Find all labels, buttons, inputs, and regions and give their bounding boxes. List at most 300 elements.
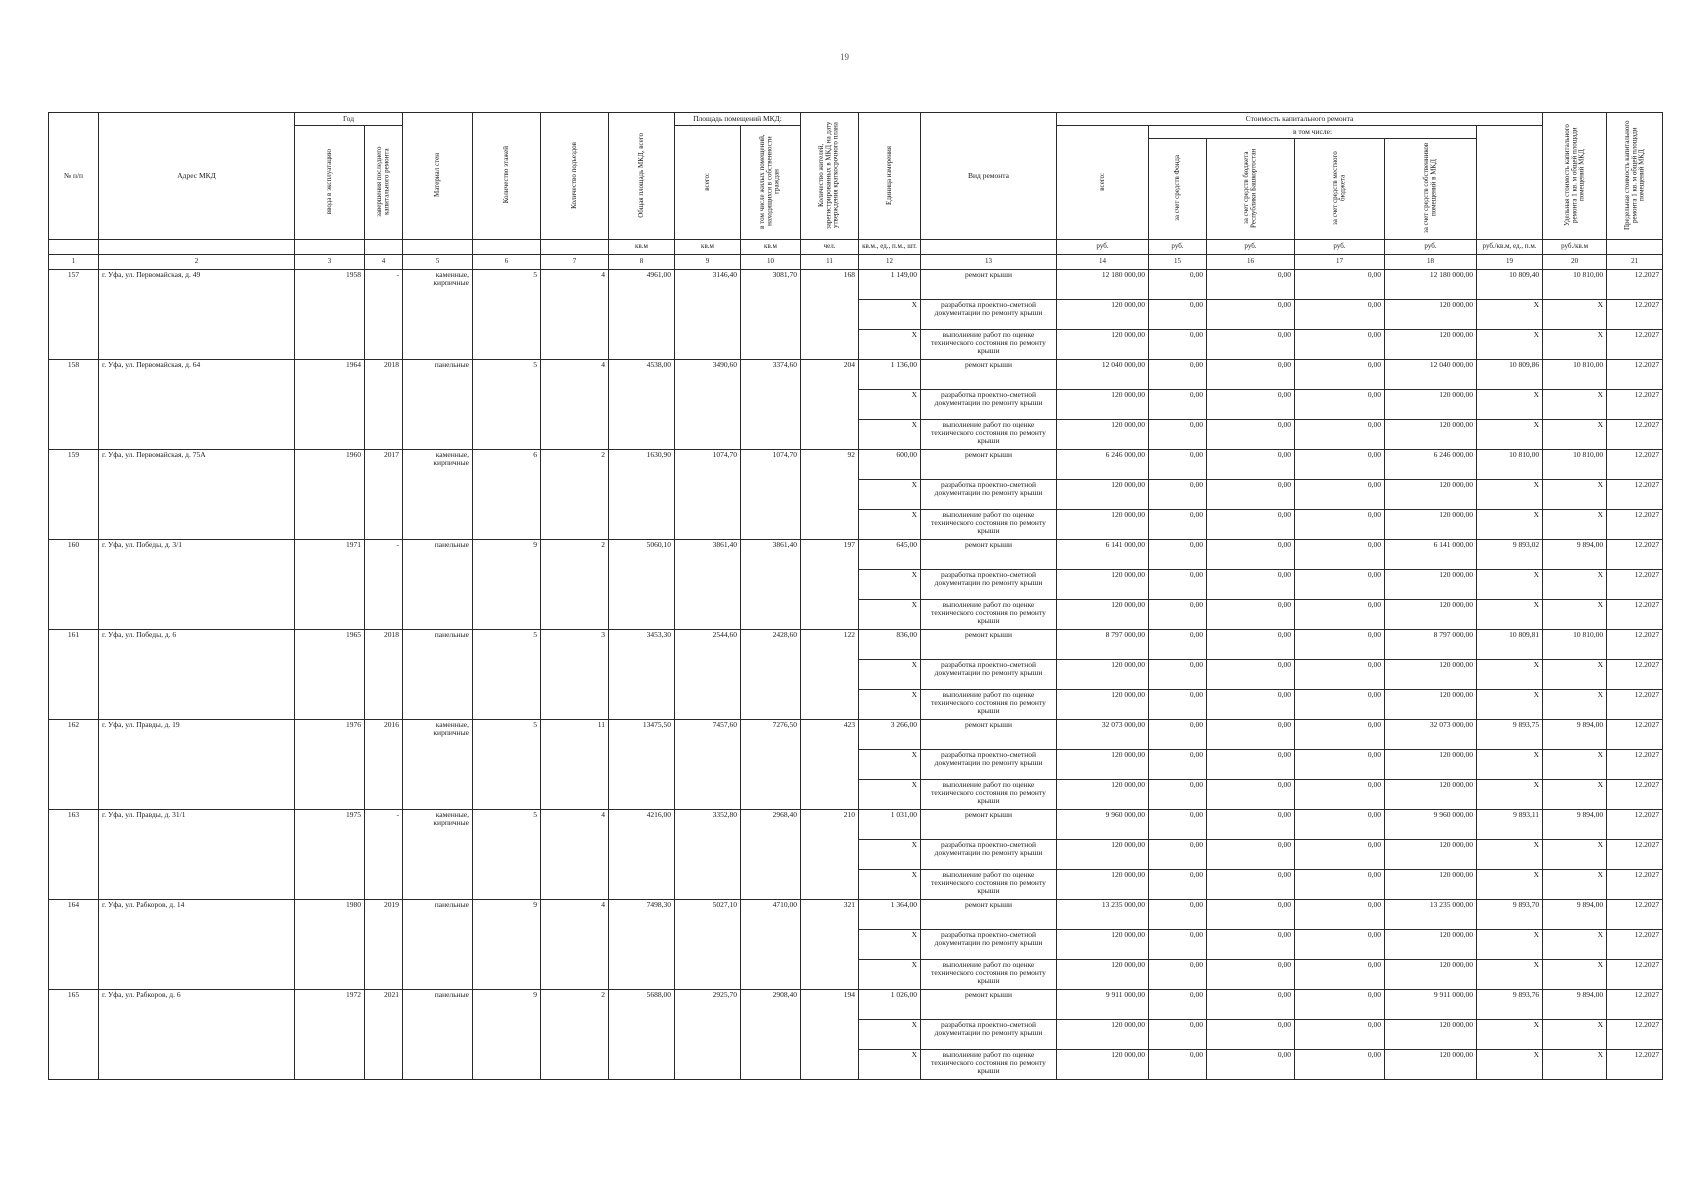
- work-unit-cost: X: [1477, 929, 1543, 959]
- work-cost-fund: 0,00: [1149, 389, 1207, 419]
- row-wall-material: панельные: [403, 899, 473, 989]
- table-row: [49, 719, 1663, 749]
- column-number: 3: [295, 254, 365, 269]
- row-area-residential: 3374,60: [741, 359, 801, 449]
- work-cost-fund: 0,00: [1149, 599, 1207, 629]
- work-cost-republic: 0,00: [1207, 989, 1295, 1019]
- work-cost-fund: 0,00: [1149, 1049, 1207, 1079]
- work-cost-local: 0,00: [1295, 959, 1385, 989]
- hdr-residents: Количество жителей, зарегистрированных в МКД на дату утверждения краткосрочного плана: [801, 113, 859, 240]
- row-floors: 5: [473, 719, 541, 809]
- row-year-commission: 1971: [295, 539, 365, 629]
- work-cost-fund: 0,00: [1149, 1019, 1207, 1049]
- row-entrances: 2: [541, 449, 609, 539]
- column-number: 13: [921, 254, 1057, 269]
- work-type: выполнение работ по оценке технического состояния по ремонту крыши: [921, 689, 1057, 719]
- work-cost-local: 0,00: [1295, 359, 1385, 389]
- work-cost-fund: 0,00: [1149, 959, 1207, 989]
- work-limit-cost: X: [1543, 419, 1607, 449]
- unit-limit-cost: руб./кв.м: [1543, 239, 1607, 254]
- table-row: [49, 449, 1663, 479]
- work-unit: 3 266,00: [859, 719, 921, 749]
- hdr-area-residential: в том числе жилых помещений, находящихся в собственности граждан: [741, 126, 801, 240]
- row-year-commission: 1975: [295, 809, 365, 899]
- work-cost-total: 120 000,00: [1057, 659, 1149, 689]
- work-type: ремонт крыши: [921, 269, 1057, 299]
- row-total-area: 13475,50: [609, 719, 675, 809]
- work-type: ремонт крыши: [921, 539, 1057, 569]
- row-year-last-repair: 2017: [365, 449, 403, 539]
- work-unit: X: [859, 479, 921, 509]
- work-limit-cost: X: [1543, 509, 1607, 539]
- row-wall-material: панельные: [403, 989, 473, 1079]
- row-no: 160: [49, 539, 99, 629]
- row-entrances: 4: [541, 899, 609, 989]
- work-plan-date: 12.2027: [1607, 479, 1663, 509]
- work-cost-total: 120 000,00: [1057, 569, 1149, 599]
- work-limit-cost: X: [1543, 659, 1607, 689]
- work-cost-local: 0,00: [1295, 899, 1385, 929]
- work-cost-local: 0,00: [1295, 629, 1385, 659]
- work-cost-total: 120 000,00: [1057, 749, 1149, 779]
- work-unit-cost: X: [1477, 779, 1543, 809]
- column-number: 10: [741, 254, 801, 269]
- row-year-commission: 1964: [295, 359, 365, 449]
- unit-unit: кв.м., ед., п.м., шт.: [859, 239, 921, 254]
- row-area-all: 5027,10: [675, 899, 741, 989]
- row-address: г. Уфа, ул. Правды, д. 31/1: [99, 809, 295, 899]
- unit-residents: чел.: [801, 239, 859, 254]
- work-cost-owners: 120 000,00: [1385, 959, 1477, 989]
- column-number: 21: [1607, 254, 1663, 269]
- work-cost-republic: 0,00: [1207, 659, 1295, 689]
- work-cost-republic: 0,00: [1207, 359, 1295, 389]
- column-number: 5: [403, 254, 473, 269]
- row-entrances: 2: [541, 989, 609, 1079]
- work-plan-date: 12.2027: [1607, 329, 1663, 359]
- row-total-area: 4538,00: [609, 359, 675, 449]
- work-cost-fund: 0,00: [1149, 539, 1207, 569]
- row-address: г. Уфа, ул. Правды, д. 19: [99, 719, 295, 809]
- work-cost-total: 120 000,00: [1057, 959, 1149, 989]
- work-cost-total: 120 000,00: [1057, 1049, 1149, 1079]
- hdr-repair-type: Вид ремонта: [921, 113, 1057, 240]
- work-cost-republic: 0,00: [1207, 809, 1295, 839]
- work-unit: X: [859, 779, 921, 809]
- work-plan-date: 12.2027: [1607, 539, 1663, 569]
- work-cost-local: 0,00: [1295, 839, 1385, 869]
- row-area-residential: 3861,40: [741, 539, 801, 629]
- row-residents: 204: [801, 359, 859, 449]
- work-cost-republic: 0,00: [1207, 929, 1295, 959]
- work-unit-cost: 10 809,86: [1477, 359, 1543, 389]
- work-cost-republic: 0,00: [1207, 539, 1295, 569]
- work-cost-local: 0,00: [1295, 599, 1385, 629]
- table-row: [49, 269, 1663, 299]
- work-unit: 1 364,00: [859, 899, 921, 929]
- work-cost-total: 120 000,00: [1057, 599, 1149, 629]
- row-wall-material: каменные, кирпичные: [403, 719, 473, 809]
- work-plan-date: 12.2027: [1607, 359, 1663, 389]
- work-cost-local: 0,00: [1295, 479, 1385, 509]
- work-unit: X: [859, 839, 921, 869]
- work-type: ремонт крыши: [921, 719, 1057, 749]
- hdr-premises-area: Площадь помещений МКД:: [675, 113, 801, 126]
- work-limit-cost: X: [1543, 929, 1607, 959]
- work-cost-total: 120 000,00: [1057, 839, 1149, 869]
- work-limit-cost: 10 810,00: [1543, 449, 1607, 479]
- work-limit-cost: X: [1543, 599, 1607, 629]
- column-number: 17: [1295, 254, 1385, 269]
- work-cost-fund: 0,00: [1149, 689, 1207, 719]
- column-number: 2: [99, 254, 295, 269]
- work-plan-date: 12.2027: [1607, 1049, 1663, 1079]
- work-cost-republic: 0,00: [1207, 959, 1295, 989]
- work-limit-cost: X: [1543, 959, 1607, 989]
- column-number: 7: [541, 254, 609, 269]
- work-type: выполнение работ по оценке технического состояния по ремонту крыши: [921, 509, 1057, 539]
- row-area-residential: 3081,70: [741, 269, 801, 359]
- work-cost-fund: 0,00: [1149, 329, 1207, 359]
- work-limit-cost: X: [1543, 869, 1607, 899]
- work-plan-date: 12.2027: [1607, 419, 1663, 449]
- work-cost-total: 6 246 000,00: [1057, 449, 1149, 479]
- work-cost-fund: 0,00: [1149, 749, 1207, 779]
- work-cost-owners: 9 911 000,00: [1385, 989, 1477, 1019]
- row-total-area: 1630,90: [609, 449, 675, 539]
- work-cost-local: 0,00: [1295, 719, 1385, 749]
- work-cost-total: 8 797 000,00: [1057, 629, 1149, 659]
- work-unit-cost: X: [1477, 749, 1543, 779]
- work-cost-owners: 120 000,00: [1385, 659, 1477, 689]
- work-unit-cost: 9 893,70: [1477, 899, 1543, 929]
- row-year-last-repair: -: [365, 269, 403, 359]
- work-cost-total: 120 000,00: [1057, 1019, 1149, 1049]
- column-number: 18: [1385, 254, 1477, 269]
- row-area-all: 3352,80: [675, 809, 741, 899]
- work-cost-fund: 0,00: [1149, 449, 1207, 479]
- work-cost-republic: 0,00: [1207, 449, 1295, 479]
- row-address: г. Уфа, ул. Рабкоров, д. 6: [99, 989, 295, 1079]
- work-plan-date: 12.2027: [1607, 569, 1663, 599]
- work-type: разработка проектно-сметной документации по ремонту крыши: [921, 839, 1057, 869]
- work-cost-fund: 0,00: [1149, 629, 1207, 659]
- work-cost-republic: 0,00: [1207, 269, 1295, 299]
- work-limit-cost: 9 894,00: [1543, 539, 1607, 569]
- hdr-no: № п/п: [49, 113, 99, 240]
- row-area-all: 2925,70: [675, 989, 741, 1079]
- row-year-commission: 1980: [295, 899, 365, 989]
- work-unit: X: [859, 509, 921, 539]
- row-year-last-repair: -: [365, 539, 403, 629]
- work-cost-owners: 6 246 000,00: [1385, 449, 1477, 479]
- work-cost-fund: 0,00: [1149, 989, 1207, 1019]
- work-limit-cost: X: [1543, 1019, 1607, 1049]
- work-cost-total: 120 000,00: [1057, 869, 1149, 899]
- hdr-total-area: Общая площадь МКД, всего: [609, 113, 675, 240]
- work-unit-cost: X: [1477, 569, 1543, 599]
- work-cost-owners: 120 000,00: [1385, 1019, 1477, 1049]
- work-limit-cost: X: [1543, 329, 1607, 359]
- row-floors: 5: [473, 269, 541, 359]
- work-unit-cost: X: [1477, 869, 1543, 899]
- row-year-commission: 1972: [295, 989, 365, 1079]
- row-year-last-repair: 2019: [365, 899, 403, 989]
- work-cost-owners: 120 000,00: [1385, 479, 1477, 509]
- work-plan-date: 12.2027: [1607, 749, 1663, 779]
- work-unit-cost: X: [1477, 479, 1543, 509]
- work-type: разработка проектно-сметной документации по ремонту крыши: [921, 299, 1057, 329]
- work-plan-date: 12.2027: [1607, 929, 1663, 959]
- row-entrances: 3: [541, 629, 609, 719]
- work-unit: 1 149,00: [859, 269, 921, 299]
- work-type: разработка проектно-сметной документации по ремонту крыши: [921, 479, 1057, 509]
- table-row: [49, 809, 1663, 839]
- work-cost-owners: 9 960 000,00: [1385, 809, 1477, 839]
- work-cost-owners: 120 000,00: [1385, 299, 1477, 329]
- hdr-year-commission: ввода в эксплуатацию: [295, 126, 365, 240]
- work-cost-total: 120 000,00: [1057, 779, 1149, 809]
- work-cost-total: 120 000,00: [1057, 299, 1149, 329]
- work-plan-date: 12.2027: [1607, 449, 1663, 479]
- work-cost-owners: 120 000,00: [1385, 929, 1477, 959]
- row-area-all: 7457,60: [675, 719, 741, 809]
- row-entrances: 4: [541, 269, 609, 359]
- work-limit-cost: X: [1543, 689, 1607, 719]
- row-no: 163: [49, 809, 99, 899]
- hdr-cost-total: всего:: [1057, 126, 1149, 240]
- work-cost-owners: 120 000,00: [1385, 1049, 1477, 1079]
- work-unit: X: [859, 1019, 921, 1049]
- row-area-residential: 7276,50: [741, 719, 801, 809]
- unit-cost-local: руб.: [1295, 239, 1385, 254]
- unit-area-res: кв.м: [741, 239, 801, 254]
- work-unit: 1 136,00: [859, 359, 921, 389]
- work-limit-cost: X: [1543, 389, 1607, 419]
- table-body: [49, 269, 1663, 1079]
- work-cost-owners: 6 141 000,00: [1385, 539, 1477, 569]
- column-number: 20: [1543, 254, 1607, 269]
- row-area-all: 3146,40: [675, 269, 741, 359]
- work-cost-republic: 0,00: [1207, 389, 1295, 419]
- hdr-entrances: Количество подъездов: [541, 113, 609, 240]
- row-residents: 194: [801, 989, 859, 1079]
- work-cost-local: 0,00: [1295, 449, 1385, 479]
- work-type: выполнение работ по оценке технического состояния по ремонту крыши: [921, 869, 1057, 899]
- work-unit: 600,00: [859, 449, 921, 479]
- row-residents: 197: [801, 539, 859, 629]
- work-cost-total: 120 000,00: [1057, 509, 1149, 539]
- work-unit-cost: 9 893,11: [1477, 809, 1543, 839]
- row-residents: 210: [801, 809, 859, 899]
- work-limit-cost: 10 810,00: [1543, 629, 1607, 659]
- row-wall-material: панельные: [403, 359, 473, 449]
- row-year-last-repair: 2018: [365, 629, 403, 719]
- work-plan-date: 12.2027: [1607, 989, 1663, 1019]
- row-floors: 5: [473, 629, 541, 719]
- row-year-commission: 1958: [295, 269, 365, 359]
- row-entrances: 11: [541, 719, 609, 809]
- work-plan-date: 12.2027: [1607, 689, 1663, 719]
- row-no: 165: [49, 989, 99, 1079]
- work-cost-total: 12 040 000,00: [1057, 359, 1149, 389]
- work-plan-date: 12.2027: [1607, 839, 1663, 869]
- table-row: [49, 539, 1663, 569]
- work-cost-republic: 0,00: [1207, 299, 1295, 329]
- work-plan-date: 12.2027: [1607, 869, 1663, 899]
- work-unit-cost: 10 809,40: [1477, 269, 1543, 299]
- work-cost-republic: 0,00: [1207, 899, 1295, 929]
- row-address: г. Уфа, ул. Первомайская, д. 49: [99, 269, 295, 359]
- row-year-last-repair: -: [365, 809, 403, 899]
- row-residents: 423: [801, 719, 859, 809]
- row-year-last-repair: 2016: [365, 719, 403, 809]
- work-limit-cost: 9 894,00: [1543, 719, 1607, 749]
- work-unit-cost: 10 810,00: [1477, 449, 1543, 479]
- row-wall-material: панельные: [403, 629, 473, 719]
- work-cost-local: 0,00: [1295, 1019, 1385, 1049]
- row-total-area: 5060,10: [609, 539, 675, 629]
- column-number: 16: [1207, 254, 1295, 269]
- row-year-commission: 1965: [295, 629, 365, 719]
- work-cost-owners: 120 000,00: [1385, 749, 1477, 779]
- work-cost-republic: 0,00: [1207, 629, 1295, 659]
- row-residents: 168: [801, 269, 859, 359]
- unit-cost-republic: руб.: [1207, 239, 1295, 254]
- hdr-cost-local: за счет средств местного бюджета: [1295, 139, 1385, 240]
- work-unit: X: [859, 389, 921, 419]
- page-number: 19: [840, 52, 849, 62]
- row-floors: 5: [473, 359, 541, 449]
- work-cost-fund: 0,00: [1149, 719, 1207, 749]
- work-type: разработка проектно-сметной документации по ремонту крыши: [921, 659, 1057, 689]
- row-area-residential: 1074,70: [741, 449, 801, 539]
- work-unit: X: [859, 569, 921, 599]
- hdr-cost-owners: за счет средств собственников помещений в МКД: [1385, 139, 1477, 240]
- work-limit-cost: X: [1543, 779, 1607, 809]
- work-cost-owners: 13 235 000,00: [1385, 899, 1477, 929]
- row-total-area: 4961,00: [609, 269, 675, 359]
- column-number: 11: [801, 254, 859, 269]
- row-residents: 321: [801, 899, 859, 989]
- work-cost-local: 0,00: [1295, 299, 1385, 329]
- work-limit-cost: X: [1543, 749, 1607, 779]
- work-cost-fund: 0,00: [1149, 479, 1207, 509]
- work-cost-republic: 0,00: [1207, 719, 1295, 749]
- column-number: 15: [1149, 254, 1207, 269]
- work-type: разработка проектно-сметной документации по ремонту крыши: [921, 1019, 1057, 1049]
- work-unit: X: [859, 1049, 921, 1079]
- unit-area-all: кв.м: [675, 239, 741, 254]
- row-residents: 122: [801, 629, 859, 719]
- work-plan-date: 12.2027: [1607, 389, 1663, 419]
- row-floors: 6: [473, 449, 541, 539]
- column-number: 1: [49, 254, 99, 269]
- work-cost-fund: 0,00: [1149, 779, 1207, 809]
- work-limit-cost: 9 894,00: [1543, 809, 1607, 839]
- work-cost-owners: 120 000,00: [1385, 689, 1477, 719]
- work-unit-cost: X: [1477, 659, 1543, 689]
- work-limit-cost: X: [1543, 479, 1607, 509]
- work-unit: 1 031,00: [859, 809, 921, 839]
- work-unit: X: [859, 659, 921, 689]
- work-plan-date: 12.2027: [1607, 1019, 1663, 1049]
- work-limit-cost: 9 894,00: [1543, 989, 1607, 1019]
- work-limit-cost: X: [1543, 839, 1607, 869]
- row-area-residential: 2968,40: [741, 809, 801, 899]
- work-cost-local: 0,00: [1295, 989, 1385, 1019]
- hdr-year-last-repair: завершения последнего капитального ремонта: [365, 126, 403, 240]
- row-no: 164: [49, 899, 99, 989]
- work-cost-local: 0,00: [1295, 389, 1385, 419]
- work-limit-cost: X: [1543, 299, 1607, 329]
- table-row: [49, 629, 1663, 659]
- unit-total-area: кв.м: [609, 239, 675, 254]
- work-cost-total: 9 960 000,00: [1057, 809, 1149, 839]
- work-cost-fund: 0,00: [1149, 809, 1207, 839]
- row-no: 157: [49, 269, 99, 359]
- work-cost-fund: 0,00: [1149, 869, 1207, 899]
- column-number: 4: [365, 254, 403, 269]
- row-area-all: 3861,40: [675, 539, 741, 629]
- work-cost-local: 0,00: [1295, 269, 1385, 299]
- row-total-area: 5688,00: [609, 989, 675, 1079]
- hdr-cost-republic: за счет средств бюджета Республики Башкортостан: [1207, 139, 1295, 240]
- work-unit-cost: X: [1477, 389, 1543, 419]
- work-type: ремонт крыши: [921, 809, 1057, 839]
- row-no: 162: [49, 719, 99, 809]
- unit-cost-total: руб.: [1057, 239, 1149, 254]
- column-number-row: [49, 254, 1663, 269]
- work-type: выполнение работ по оценке технического состояния по ремонту крыши: [921, 779, 1057, 809]
- work-cost-fund: 0,00: [1149, 299, 1207, 329]
- work-type: разработка проектно-сметной документации по ремонту крыши: [921, 749, 1057, 779]
- work-cost-owners: 120 000,00: [1385, 779, 1477, 809]
- row-no: 158: [49, 359, 99, 449]
- work-unit-cost: X: [1477, 1049, 1543, 1079]
- work-unit: X: [859, 419, 921, 449]
- row-no: 159: [49, 449, 99, 539]
- work-cost-local: 0,00: [1295, 869, 1385, 899]
- work-cost-republic: 0,00: [1207, 509, 1295, 539]
- work-unit-cost: X: [1477, 599, 1543, 629]
- work-unit: X: [859, 749, 921, 779]
- work-unit: 645,00: [859, 539, 921, 569]
- row-area-all: 2544,60: [675, 629, 741, 719]
- work-cost-republic: 0,00: [1207, 419, 1295, 449]
- column-number: 6: [473, 254, 541, 269]
- row-area-all: 3490,60: [675, 359, 741, 449]
- work-cost-owners: 120 000,00: [1385, 329, 1477, 359]
- work-plan-date: 12.2027: [1607, 299, 1663, 329]
- row-floors: 9: [473, 899, 541, 989]
- column-number: 12: [859, 254, 921, 269]
- work-type: ремонт крыши: [921, 359, 1057, 389]
- hdr-address: Адрес МКД: [99, 113, 295, 240]
- work-cost-local: 0,00: [1295, 509, 1385, 539]
- work-cost-local: 0,00: [1295, 749, 1385, 779]
- work-cost-republic: 0,00: [1207, 1019, 1295, 1049]
- work-cost-fund: 0,00: [1149, 569, 1207, 599]
- work-plan-date: 12.2027: [1607, 899, 1663, 929]
- row-area-residential: 4710,00: [741, 899, 801, 989]
- work-cost-fund: 0,00: [1149, 509, 1207, 539]
- work-unit-cost: X: [1477, 329, 1543, 359]
- work-unit-cost: 9 893,75: [1477, 719, 1543, 749]
- work-plan-date: 12.2027: [1607, 269, 1663, 299]
- hdr-area-all: всего:: [675, 126, 741, 240]
- work-unit: X: [859, 959, 921, 989]
